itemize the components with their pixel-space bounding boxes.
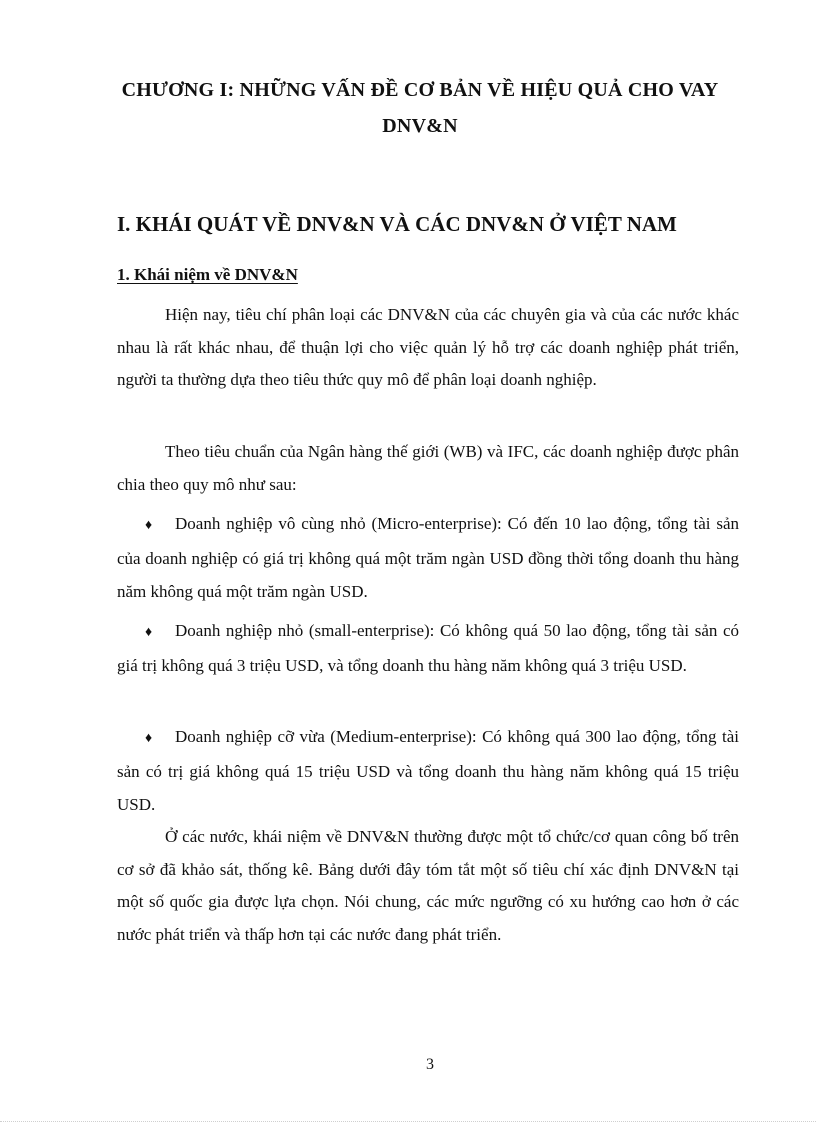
section-heading: I. KHÁI QUÁT VỀ DNV&N VÀ CÁC DNV&N Ở VIỆT NAM (117, 212, 677, 236)
chapter-title: CHƯƠNG I: NHỮNG VẤN ĐỀ CƠ BẢN VỀ HIỆU QUẢ CHO VAY DNV&N (121, 79, 719, 137)
diamond-bullet-icon: ♦ (145, 518, 153, 533)
bullet-text: Doanh nghiệp vô cùng nhỏ (Micro-enterprise): Có đến 10 lao động, tổng tài sản của doanh nghiệp có giá trị không quá một trăm ngàn USD đồng thời tổng doanh thu hàng năm không quá một trăm ngàn USD. (117, 514, 739, 601)
paragraph: Theo tiêu chuẩn của Ngân hàng thế giới (WB) và IFC, các doanh nghiệp được phân chia theo quy mô như sau: (117, 442, 739, 494)
bullet-item (117, 614, 739, 682)
bullet-text: Doanh nghiệp cỡ vừa (Medium-enterprise): Có không quá 300 lao động, tổng tài sản có trị giá không quá 15 triệu USD và tổng doanh thu hàng năm không quá 15 triệu USD. (117, 727, 739, 814)
paragraph: Hiện nay, tiêu chí phân loại các DNV&N của các chuyên gia và của các nước khác nhau là rất khác nhau, để thuận lợi cho việc quản lý hỗ trợ các doanh nghiệp phát triển, người ta thường dựa theo tiêu thức quy mô để phân loại doanh nghiệp. (117, 305, 739, 389)
bullet-text: Doanh nghiệp nhỏ (small-enterprise): Có không quá 50 lao động, tổng tài sản có giá trị không quá 3 triệu USD, và tổng doanh thu hàng năm không quá 3 triệu USD. (117, 621, 739, 675)
paragraph: Ở các nước, khái niệm về DNV&N thường được một tổ chức/cơ quan công bố trên cơ sở đã khảo sát, thống kê. Bảng dưới đây tóm tắt một số tiêu chí xác định DNV&N tại một số quốc gia được lựa chọn. Nói chung, các mức ngưỡng có xu hướng cao hơn ở các nước phát triển và thấp hơn tại các nước đang phát triển. (117, 827, 739, 944)
bullet-item (117, 507, 739, 608)
diamond-bullet-icon: ♦ (145, 625, 153, 640)
page-number: 3 (426, 1056, 434, 1073)
page-divider (0, 1121, 816, 1122)
diamond-bullet-icon: ♦ (145, 731, 153, 746)
subsection-heading: 1. Khái niệm về DNV&N (117, 265, 298, 284)
bullet-item (117, 720, 739, 821)
